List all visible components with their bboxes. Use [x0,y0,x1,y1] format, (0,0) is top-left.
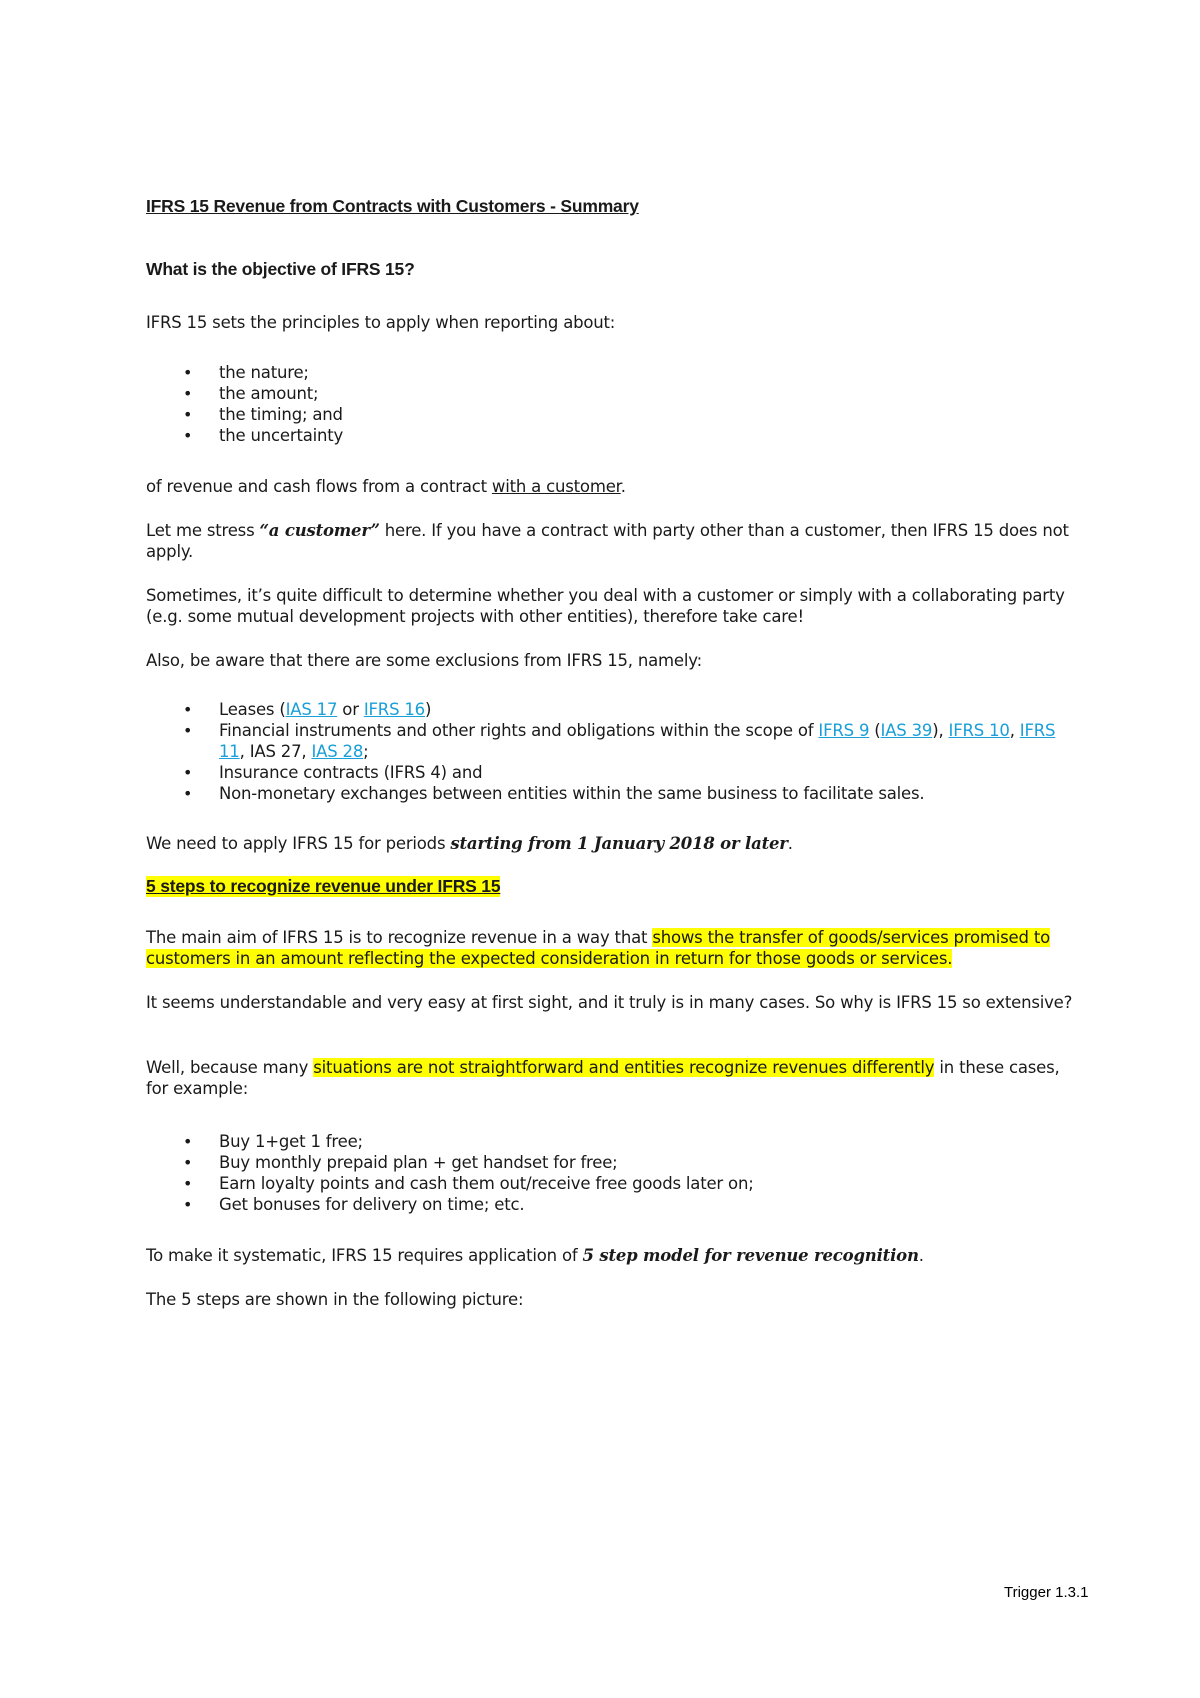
reporting-items-list [146,362,1076,446]
ifrs-9-link[interactable]: IFRS 9 [818,721,870,740]
examples-list [146,1131,1076,1215]
revenue-paragraph: of revenue and cash flows from a contract with a customer. [146,477,626,496]
document-title: IFRS 15 Revenue from Contracts with Customers - Summary [146,196,639,216]
list-item: • Get bonuses for delivery on time; etc. [146,1194,1076,1215]
with-a-customer-underlined: with a customer [491,477,621,496]
intro-paragraph: IFRS 15 sets the principles to apply when reporting about: [146,313,616,332]
systematic-paragraph: To make it systematic, IFRS 15 requires application of 5 step model for revenue recognition. [146,1246,924,1265]
periods-paragraph: We need to apply IFRS 15 for periods starting from 1 January 2018 or later. [146,834,793,853]
well-paragraph: Well, because many situations are not straightforward and entities recognize revenues differently in these cases, for example: [146,1058,1060,1098]
start-date-emphasis: starting from 1 January 2018 or later [450,834,788,853]
steps-heading: 5 steps to recognize revenue under IFRS 15 [146,876,501,896]
list-item: • Earn loyalty points and cash them out/receive free goods later on; [146,1173,1076,1194]
ifrs-16-link[interactable]: IFRS 16 [363,700,425,719]
ias-17-link[interactable]: IAS 17 [285,700,338,719]
ifrs-11-link[interactable]: IFRS 11 [219,721,1056,761]
list-item: • the timing; and [146,404,1076,425]
list-item: • Financial instruments and other rights and obligations within the scope of IFRS 9 (IAS 39), IFRS 10, IFRS 11, IAS 27, IAS 28; [146,720,1076,762]
list-item: • Buy 1+get 1 free; [146,1131,1076,1152]
a-customer-emphasis: “a customer” [259,521,380,540]
list-item: • Non-monetary exchanges between entities within the same business to facilitate sales. [146,783,1076,804]
stress-paragraph: Let me stress “a customer” here. If you have a contract with party other than a customer, then IFRS 15 does not apply. [146,521,1069,561]
exclusions-list [146,699,1076,804]
highlighted-text: shows the transfer of goods/services promised to customers in an amount reflecting the expected consideration in return for those goods or services. [146,928,1050,968]
list-item: • the uncertainty [146,425,1076,446]
understandable-paragraph: It seems understandable and very easy at first sight, and it truly is in many cases. So why is IFRS 15 so extensive? [146,993,1073,1012]
page-footer: Trigger 1.3.1 [1004,1584,1089,1601]
exclusions-intro: Also, be aware that there are some exclusions from IFRS 15, namely: [146,651,702,670]
ias-28-link[interactable]: IAS 28 [311,742,364,761]
sometimes-paragraph: Sometimes, it’s quite difficult to determine whether you deal with a customer or simply with a collaborating party (e.g. some mutual development projects with other entities), therefore take care! [146,586,1065,626]
list-item: • Buy monthly prepaid plan + get handset for free; [146,1152,1076,1173]
ifrs-10-link[interactable]: IFRS 10 [948,721,1010,740]
objective-heading: What is the objective of IFRS 15? [146,259,415,279]
list-item: • Leases (IAS 17 or IFRS 16) [146,699,1076,720]
five-step-model-emphasis: 5 step model for revenue recognition [582,1246,919,1265]
list-item: • the amount; [146,383,1076,404]
list-item: • Insurance contracts (IFRS 4) and [146,762,1076,783]
ias-39-link[interactable]: IAS 39 [880,721,933,740]
highlighted-text: situations are not straightforward and entities recognize revenues differently [313,1058,935,1077]
main-aim-paragraph: The main aim of IFRS 15 is to recognize revenue in a way that shows the transfer of goods/services promised to customers in an amount reflecting the expected consideration in return for those goods or services. [146,928,1050,968]
five-steps-paragraph: The 5 steps are shown in the following picture: [146,1290,524,1309]
list-item: • the nature; [146,362,1076,383]
